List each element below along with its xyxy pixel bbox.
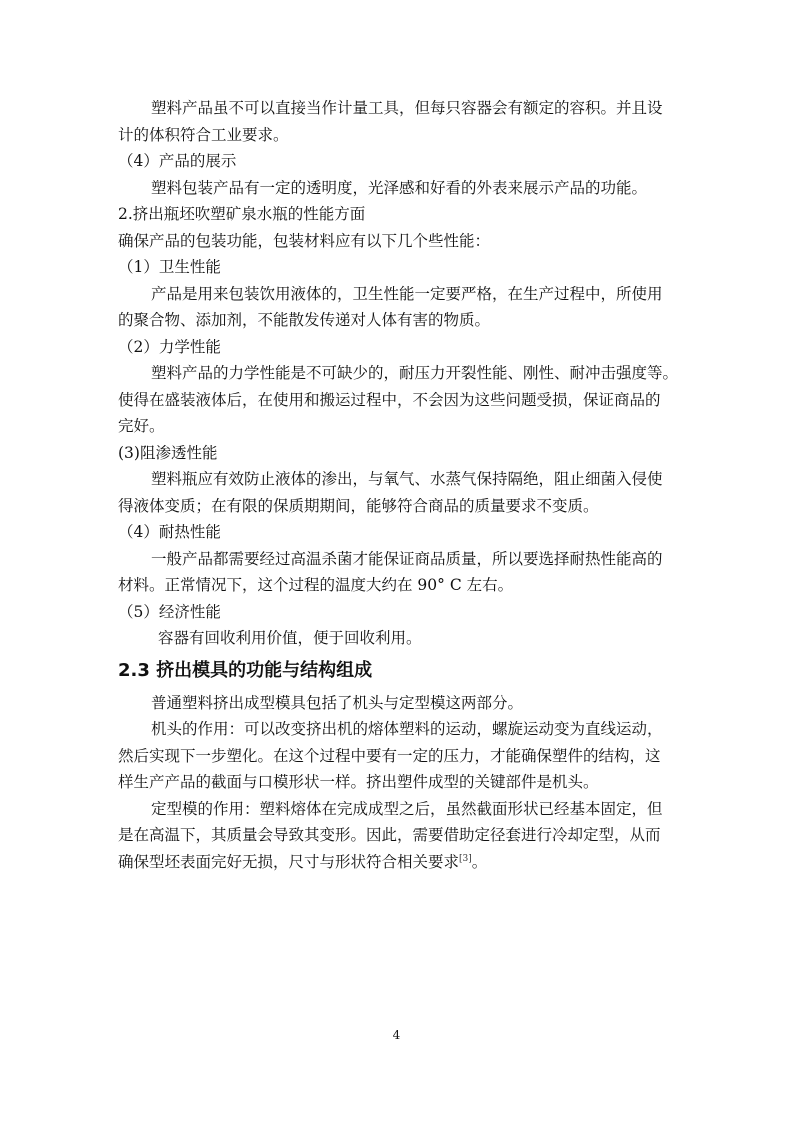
paragraph-line: 普通塑料挤出成型模具包括了机头与定型模这两部分。 — [151, 693, 524, 712]
paragraph-line: 完好。 — [118, 417, 165, 435]
paragraph-line: 一般产品都需要经过高温杀菌才能保证商品质量，所以要选择耐热性能高的 — [151, 549, 663, 568]
subheading: （4）耐热性能 — [118, 523, 221, 541]
paragraph-text: 确保型坯表面完好无损，尺寸与形状符合相关要求 — [118, 852, 460, 871]
paragraph-line: 材料。正常情况下，这个过程的温度大约在 90° C 左右。 — [118, 576, 514, 594]
subheading: （4）产品的展示 — [118, 152, 237, 170]
subheading: （2）力学性能 — [118, 337, 221, 356]
paragraph-line: 塑料包装产品有一定的透明度，光泽感和好看的外表来展示产品的功能。 — [151, 178, 648, 197]
paragraph-line: 塑料瓶应有效防止液体的渗出，与氧气、水蒸气保持隔绝，阻止细菌入侵使 — [151, 470, 663, 488]
paragraph-line: 得液体变质；在有限的保质期期间，能够符合商品的质量要求不变质。 — [118, 496, 599, 515]
subheading: （1）卫生性能 — [118, 258, 221, 276]
section-heading: 2.3 挤出模具的功能与结构组成 — [118, 659, 373, 681]
paragraph-line: 塑料产品的力学性能是不可缺少的，耐压力开裂性能、刚性、耐冲击强度等。 — [151, 364, 679, 382]
citation-reference[interactable]: [3] — [459, 853, 472, 864]
paragraph-end-punct: 。 — [471, 852, 488, 871]
paragraph-line: 容器有回收利用价值，便于回收利用。 — [158, 629, 422, 647]
paragraph-line: 的聚合物、添加剂，不能散发传递对人体有害的物质。 — [118, 311, 491, 329]
paragraph-line-with-citation — [118, 849, 678, 876]
page-content — [118, 95, 678, 875]
paragraph-line: 塑料产品虽不可以直接当作计量工具，但每只容器会有额定的容积。并且设 — [151, 99, 663, 117]
subheading: (3)阻渗透性能 — [118, 443, 218, 462]
subheading: （5）经济性能 — [118, 602, 221, 621]
paragraph-line: 是在高温下，其质量会导致其变形。因此，需要借助定径套进行冷却定型，从而 — [118, 826, 661, 844]
subheading: 2.挤出瓶坯吹塑矿泉水瓶的性能方面 — [118, 205, 366, 223]
paragraph-line: 使得在盛装液体后，在使用和搬运过程中，不会因为这些问题受损，保证商品的 — [118, 390, 661, 409]
page-number: 4 — [392, 1028, 401, 1042]
paragraph-line: 然后实现下一步塑化。在这个过程中要有一定的压力，才能确保塑件的结构，这 — [118, 746, 661, 765]
paragraph-line: 确保产品的包装功能，包装材料应有以下几个些性能： — [118, 231, 491, 250]
paragraph-line: 计的体积符合工业要求。 — [118, 125, 289, 144]
paragraph-line: 定型模的作用：塑料熔体在完成成型之后，虽然截面形状已经基本固定，但 — [151, 799, 663, 818]
paragraph-line: 机头的作用：可以改变挤出机的熔体塑料的运动，螺旋运动变为直线运动， — [151, 720, 663, 738]
paragraph-line: 样生产产品的截面与口模形状一样。挤出塑件成型的关键部件是机头。 — [118, 773, 599, 791]
paragraph-line: 产品是用来包装饮用液体的，卫生性能一定要严格，在生产过程中，所使用 — [151, 284, 663, 303]
